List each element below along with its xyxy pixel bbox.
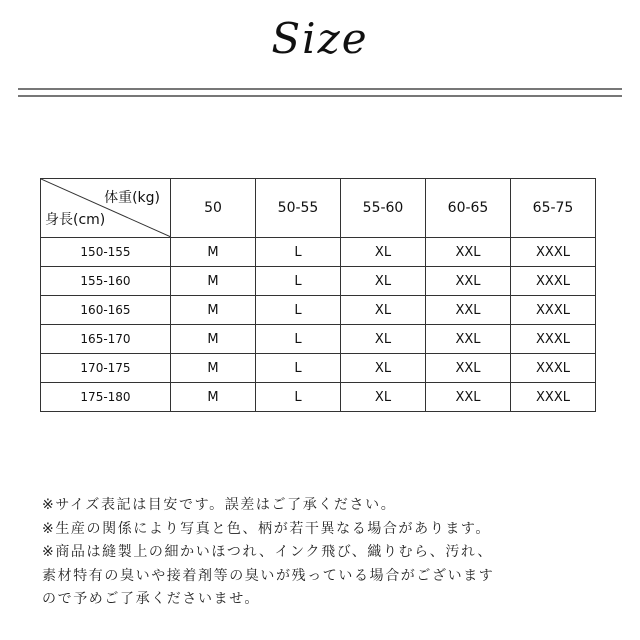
size-cell: L xyxy=(256,354,341,383)
size-cell: XL xyxy=(341,238,426,267)
divider-line-bottom xyxy=(18,95,622,97)
size-cell: XXL xyxy=(426,354,511,383)
height-cell: 150-155 xyxy=(41,238,171,267)
divider-line-top xyxy=(18,88,622,90)
size-cell: M xyxy=(171,296,256,325)
notes-block xyxy=(42,494,622,612)
size-cell: M xyxy=(171,383,256,412)
note-line: ※サイズ表記は目安です。誤差はご了承ください。 xyxy=(42,497,397,513)
size-cell: M xyxy=(171,325,256,354)
note-line: ので予めご了承くださいませ。 xyxy=(42,591,260,607)
size-cell: XXL xyxy=(426,383,511,412)
size-cell: XL xyxy=(341,325,426,354)
table-row xyxy=(41,354,596,383)
height-axis-label: 身長(cm) xyxy=(45,212,106,228)
size-cell: XL xyxy=(341,383,426,412)
size-cell: XXXL xyxy=(511,238,596,267)
size-cell: XXXL xyxy=(511,325,596,354)
size-cell: M xyxy=(171,267,256,296)
weight-header: 50 xyxy=(171,179,256,238)
size-cell: XL xyxy=(341,267,426,296)
size-cell: XXL xyxy=(426,325,511,354)
height-cell: 175-180 xyxy=(41,383,171,412)
height-cell: 155-160 xyxy=(41,267,171,296)
table-row xyxy=(41,267,596,296)
height-cell: 170-175 xyxy=(41,354,171,383)
size-cell: L xyxy=(256,296,341,325)
size-cell: XXL xyxy=(426,238,511,267)
size-cell: L xyxy=(256,238,341,267)
size-chart-table xyxy=(40,178,596,412)
weight-header: 60-65 xyxy=(426,179,511,238)
size-cell: XXL xyxy=(426,296,511,325)
height-cell: 165-170 xyxy=(41,325,171,354)
size-cell: XXXL xyxy=(511,354,596,383)
size-cell: L xyxy=(256,383,341,412)
size-cell: M xyxy=(171,354,256,383)
table-row xyxy=(41,325,596,354)
size-cell: XXL xyxy=(426,267,511,296)
note-line: ※商品は縫製上の細かいほつれ、インク飛び、織りむら、汚れ、 xyxy=(42,544,493,560)
size-cell: XL xyxy=(341,354,426,383)
size-cell: L xyxy=(256,325,341,354)
note-line: 素材特有の臭いや接着剤等の臭いが残っている場合がございます xyxy=(42,567,495,584)
weight-header: 65-75 xyxy=(511,179,596,238)
table-row xyxy=(41,383,596,412)
size-cell: M xyxy=(171,238,256,267)
table-row xyxy=(41,296,596,325)
weight-header: 50-55 xyxy=(256,179,341,238)
size-cell: L xyxy=(256,267,341,296)
weight-axis-label: 体重(kg) xyxy=(104,190,160,206)
page-title: Size xyxy=(271,14,369,63)
size-cell: XXXL xyxy=(511,383,596,412)
size-cell: XXXL xyxy=(511,267,596,296)
weight-header: 55-60 xyxy=(341,179,426,238)
table-row xyxy=(41,238,596,267)
size-cell: XL xyxy=(341,296,426,325)
size-cell: XXXL xyxy=(511,296,596,325)
table-header-row xyxy=(41,179,596,238)
corner-header-cell xyxy=(41,179,171,238)
height-cell: 160-165 xyxy=(41,296,171,325)
note-line: ※生産の関係により写真と色、柄が若干異なる場合があります。 xyxy=(42,520,492,537)
